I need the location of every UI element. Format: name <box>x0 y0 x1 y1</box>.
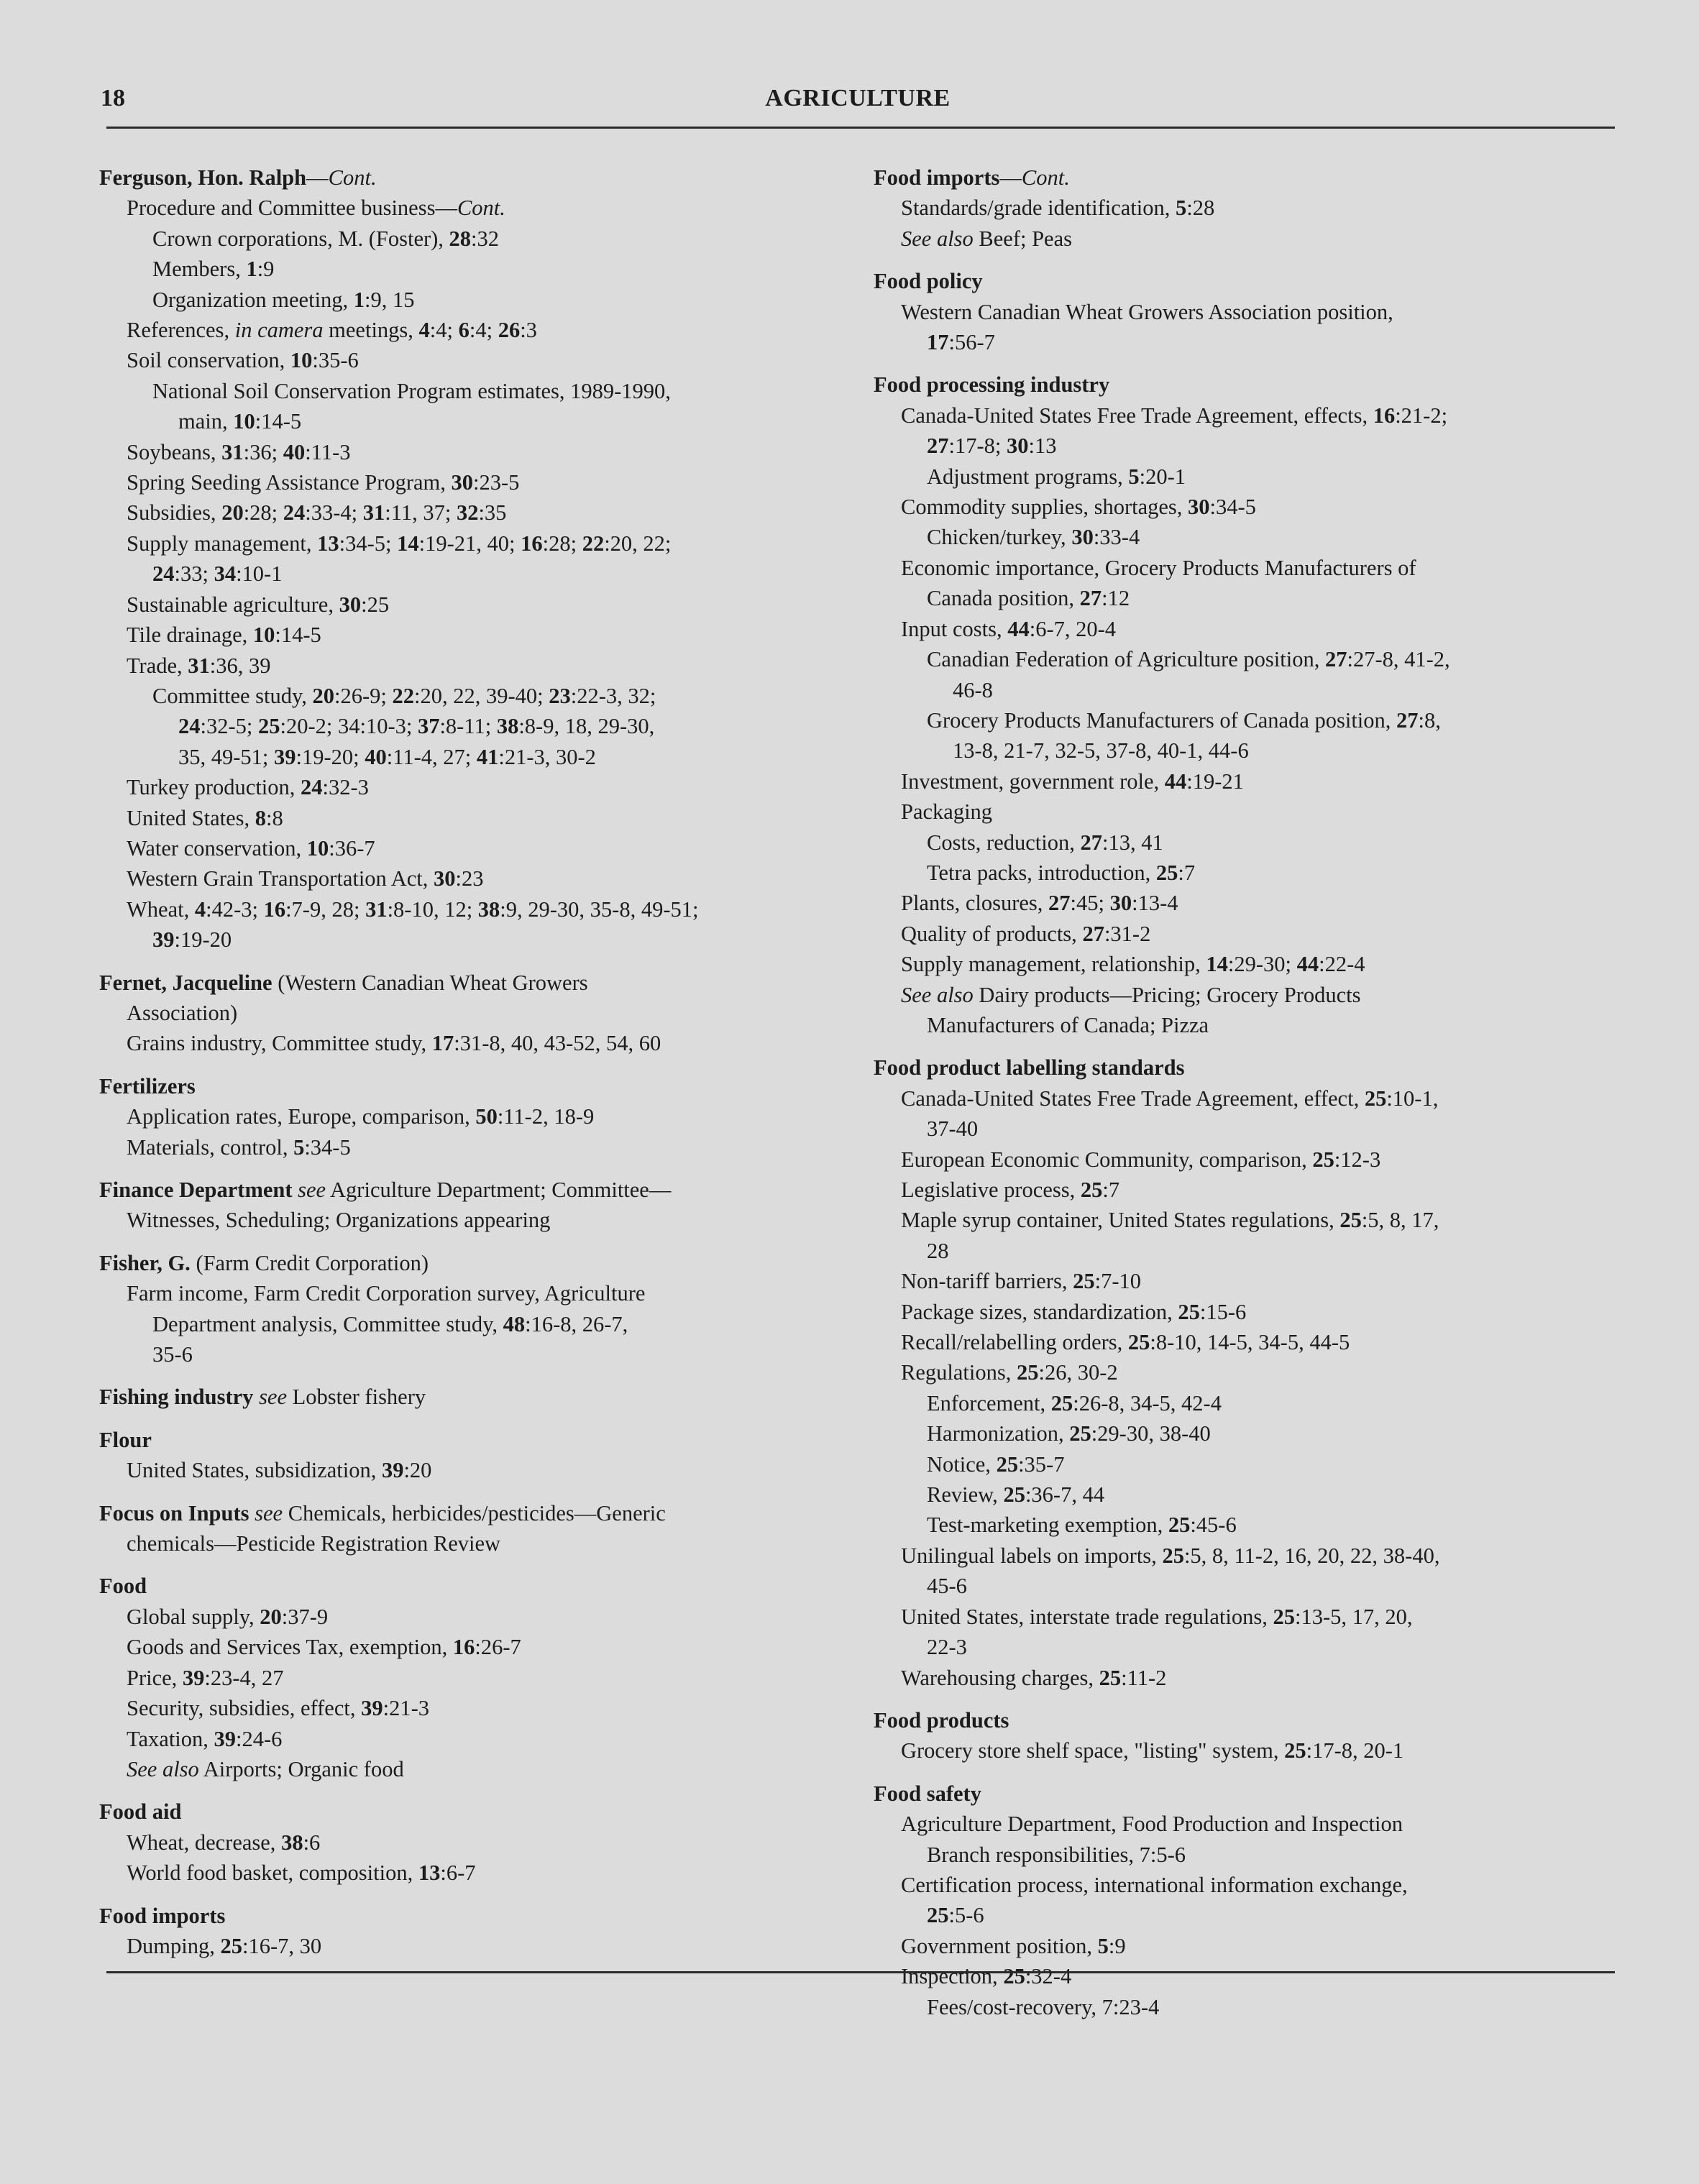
index-subentry: See also Beef; Peas <box>901 226 1073 251</box>
index-subentry: 39:19-20 <box>152 927 232 953</box>
index-entry <box>99 1498 843 1559</box>
index-subentry: Package sizes, standardization, 25:15-6 <box>901 1299 1247 1324</box>
index-entry <box>874 266 1614 357</box>
index-subentry: Western Canadian Wheat Growers Association position, <box>901 299 1393 324</box>
index-subentry: Canadian Federation of Agriculture position, 27:27-8, 41-2, <box>927 647 1450 672</box>
index-entry <box>99 162 843 955</box>
index-subentry: Costs, reduction, 27:13, 41 <box>927 830 1163 855</box>
index-subentry: 24:33; 34:10-1 <box>152 561 283 587</box>
index-subentry: Farm income, Farm Credit Corporation survey, Agriculture <box>127 1281 646 1306</box>
index-subentry: 27:17-8; 30:13 <box>927 433 1057 459</box>
index-heading: Ferguson, Hon. Ralph—Cont. <box>99 165 377 190</box>
index-subentry: Application rates, Europe, comparison, 50:11-2, 18-9 <box>127 1104 595 1129</box>
index-subentry: Economic importance, Grocery Products Manufacturers of <box>901 555 1416 580</box>
index-entry <box>99 1797 843 1888</box>
index-subentry: Spring Seeding Assistance Program, 30:23-5 <box>127 470 520 495</box>
index-subentry: Canada position, 27:12 <box>927 586 1130 611</box>
index-heading: Focus on Inputs see Chemicals, herbicides/pesticides—Generic <box>99 1500 666 1525</box>
index-subentry: United States, subsidization, 39:20 <box>127 1458 432 1483</box>
index-heading: Finance Department see Agriculture Department; Committee— <box>99 1178 672 1202</box>
index-subentry: United States, interstate trade regulations, 25:13-5, 17, 20, <box>901 1604 1413 1629</box>
index-entry <box>99 1571 843 1784</box>
index-entry <box>99 1901 843 1962</box>
index-column-left <box>99 162 843 1961</box>
index-entry <box>99 1248 843 1370</box>
index-subentry: Sustainable agriculture, 30:25 <box>127 592 390 617</box>
index-subentry: chemicals—Pesticide Registration Review <box>127 1531 501 1556</box>
index-subentry: Global supply, 20:37-9 <box>127 1604 329 1629</box>
index-subentry: Adjustment programs, 5:20-1 <box>927 464 1186 489</box>
index-subentry: 24:32-5; 25:20-2; 34:10-3; 37:8-11; 38:8-9, 18, 29-30, <box>178 714 655 739</box>
index-subentry: Trade, 31:36, 39 <box>127 653 271 678</box>
index-subentry: Legislative process, 25:7 <box>901 1178 1120 1202</box>
index-subentry: Harmonization, 25:29-30, 38-40 <box>927 1421 1211 1446</box>
index-subentry: Certification process, international information exchange, <box>901 1872 1408 1897</box>
index-entry <box>99 1382 843 1412</box>
index-heading: Food aid <box>99 1799 182 1825</box>
index-heading: Food imports <box>99 1903 226 1928</box>
index-subentry: 28 <box>927 1238 949 1263</box>
page-number: 18 <box>101 85 125 111</box>
index-subentry: Branch responsibilities, 7:5-6 <box>927 1842 1186 1867</box>
index-heading: Food safety <box>874 1781 981 1806</box>
index-subentry: Notice, 25:35-7 <box>927 1451 1065 1477</box>
index-subentry: 35-6 <box>152 1342 193 1367</box>
index-heading: Food products <box>874 1707 1009 1733</box>
index-subentry: See also Dairy products—Pricing; Grocery Products <box>901 982 1361 1007</box>
index-subentry: World food basket, composition, 13:6-7 <box>127 1860 476 1886</box>
index-subentry: Investment, government role, 44:19-21 <box>901 768 1244 794</box>
index-entry <box>99 968 843 1059</box>
index-subentry: Fees/cost-recovery, 7:23-4 <box>927 1994 1160 2019</box>
index-subentry: Plants, closures, 27:45; 30:13-4 <box>901 891 1178 916</box>
index-subentry: Packaging <box>901 799 993 825</box>
index-subentry: Department analysis, Committee study, 48:16-8, 26-7, <box>152 1311 628 1336</box>
index-subentry: Supply management, relationship, 14:29-30; 44:22-4 <box>901 952 1365 977</box>
index-entry <box>874 1705 1614 1766</box>
index-subentry: Water conservation, 10:36-7 <box>127 835 375 861</box>
index-subentry: Standards/grade identification, 5:28 <box>901 196 1215 221</box>
index-subentry: Tile drainage, 10:14-5 <box>127 623 321 648</box>
index-subentry: United States, 8:8 <box>127 805 283 830</box>
index-subentry: 37-40 <box>927 1116 979 1142</box>
index-subentry: 13-8, 21-7, 32-5, 37-8, 40-1, 44-6 <box>953 738 1249 763</box>
index-subentry: Enforcement, 25:26-8, 34-5, 42-4 <box>927 1390 1222 1416</box>
index-subentry: Subsidies, 20:28; 24:33-4; 31:11, 37; 32:35 <box>127 500 507 526</box>
index-subentry: 45-6 <box>927 1574 967 1599</box>
index-subentry: Wheat, decrease, 38:6 <box>127 1830 321 1855</box>
index-heading: Food processing industry <box>874 372 1110 398</box>
index-subentry: Recall/relabelling orders, 25:8-10, 14-5, 34-5, 44-5 <box>901 1330 1350 1355</box>
index-subentry: Materials, control, 5:34-5 <box>127 1134 351 1160</box>
index-heading: Fernet, Jacqueline (Western Canadian Wheat Growers <box>99 970 588 995</box>
index-subentry: Maple syrup container, United States regulations, 25:5, 8, 17, <box>901 1208 1439 1233</box>
index-entry <box>874 1779 1614 2022</box>
index-subentry: Grocery store shelf space, "listing" system, 25:17-8, 20-1 <box>901 1738 1404 1763</box>
index-heading: Fertilizers <box>99 1073 196 1098</box>
index-entry <box>874 370 1614 1040</box>
index-subentry: Regulations, 25:26, 30-2 <box>901 1360 1118 1385</box>
index-subentry: Organization meeting, 1:9, 15 <box>152 287 415 312</box>
index-subentry: Chicken/turkey, 30:33-4 <box>927 525 1140 550</box>
index-heading: Food policy <box>874 269 983 294</box>
index-heading: Food <box>99 1574 147 1599</box>
index-subentry: References, in camera meetings, 4:4; 6:4; 26:3 <box>127 318 537 343</box>
index-subentry: See also Airports; Organic food <box>127 1756 404 1781</box>
index-subentry: Supply management, 13:34-5; 14:19-21, 40; 16:28; 22:20, 22; <box>127 531 672 556</box>
index-subentry: Crown corporations, M. (Foster), 28:32 <box>152 226 500 251</box>
index-heading: Fisher, G. (Farm Credit Corporation) <box>99 1250 429 1275</box>
index-entry <box>99 1425 843 1486</box>
index-subentry: Committee study, 20:26-9; 22:20, 22, 39-40; 23:22-3, 32; <box>152 683 656 708</box>
index-subentry: Security, subsidies, effect, 39:21-3 <box>127 1696 429 1721</box>
index-subentry: Unilingual labels on imports, 25:5, 8, 11-2, 16, 20, 22, 38-40, <box>901 1543 1440 1568</box>
index-subentry: Review, 25:36-7, 44 <box>927 1482 1105 1508</box>
index-entry <box>874 162 1614 254</box>
index-subentry: 35, 49-51; 39:19-20; 40:11-4, 27; 41:21-3, 30-2 <box>178 744 596 769</box>
footer-rule <box>106 1971 1615 1973</box>
index-subentry: Dumping, 25:16-7, 30 <box>127 1933 322 1958</box>
page-header <box>101 85 1615 125</box>
index-subentry: Tetra packs, introduction, 25:7 <box>927 860 1196 885</box>
index-subentry: Western Grain Transportation Act, 30:23 <box>127 866 484 891</box>
index-subentry: Commodity supplies, shortages, 30:34-5 <box>901 495 1256 520</box>
index-subentry: 25:5-6 <box>927 1903 984 1928</box>
index-subentry: 46-8 <box>953 677 993 702</box>
index-subentry: Goods and Services Tax, exemption, 16:26-7 <box>127 1635 521 1660</box>
index-subentry: European Economic Community, comparison, 25:12-3 <box>901 1147 1381 1172</box>
index-subentry: Members, 1:9 <box>152 257 275 282</box>
index-column-right <box>874 162 1614 2022</box>
index-entry <box>99 1175 843 1236</box>
index-subentry: Grains industry, Committee study, 17:31-8, 40, 43-52, 54, 60 <box>127 1031 661 1056</box>
index-subentry: Canada-United States Free Trade Agreement, effects, 16:21-2; <box>901 403 1448 428</box>
index-heading: Flour <box>99 1427 152 1452</box>
index-subentry: Wheat, 4:42-3; 16:7-9, 28; 31:8-10, 12; 38:9, 29-30, 35-8, 49-51; <box>127 896 699 922</box>
index-subentry: Inspection, 25:32-4 <box>901 1964 1072 1989</box>
index-entry <box>874 1052 1614 1693</box>
index-subentry: Soil conservation, 10:35-6 <box>127 348 359 373</box>
index-subentry: National Soil Conservation Program estimates, 1989-1990, <box>152 378 671 403</box>
index-subentry: Warehousing charges, 25:11-2 <box>901 1665 1167 1690</box>
index-subentry: Taxation, 39:24-6 <box>127 1726 283 1751</box>
index-subentry: main, 10:14-5 <box>178 409 302 434</box>
page-title: AGRICULTURE <box>765 85 951 111</box>
index-subentry: Manufacturers of Canada; Pizza <box>927 1012 1209 1037</box>
index-subentry: Turkey production, 24:32-3 <box>127 775 369 800</box>
index-subentry: Non-tariff barriers, 25:7-10 <box>901 1269 1141 1294</box>
index-subentry: Canada-United States Free Trade Agreement, effect, 25:10-1, <box>901 1086 1439 1111</box>
index-subentry: Grocery Products Manufacturers of Canada position, 27:8, <box>927 707 1441 733</box>
index-subentry: Witnesses, Scheduling; Organizations appearing <box>127 1208 551 1233</box>
index-subentry: Agriculture Department, Food Production and Inspection <box>901 1812 1403 1837</box>
index-heading: Food imports—Cont. <box>874 165 1070 190</box>
index-subentry: Price, 39:23-4, 27 <box>127 1665 284 1690</box>
index-subentry: Test-marketing exemption, 25:45-6 <box>927 1513 1237 1538</box>
index-subentry: Association) <box>127 1000 238 1025</box>
index-entry <box>99 1071 843 1162</box>
index-subentry: 22-3 <box>927 1635 967 1660</box>
index-subentry: Input costs, 44:6-7, 20-4 <box>901 616 1117 641</box>
index-heading: Food product labelling standards <box>874 1055 1185 1080</box>
index-subentry: Government position, 5:9 <box>901 1933 1126 1958</box>
index-heading: Fishing industry see Lobster fishery <box>99 1385 426 1410</box>
header-rule <box>106 127 1615 129</box>
index-subentry: Procedure and Committee business—Cont. <box>127 196 505 221</box>
index-subentry: Soybeans, 31:36; 40:11-3 <box>127 439 351 464</box>
index-subentry: Quality of products, 27:31-2 <box>901 921 1151 946</box>
index-subentry: 17:56-7 <box>927 330 995 355</box>
